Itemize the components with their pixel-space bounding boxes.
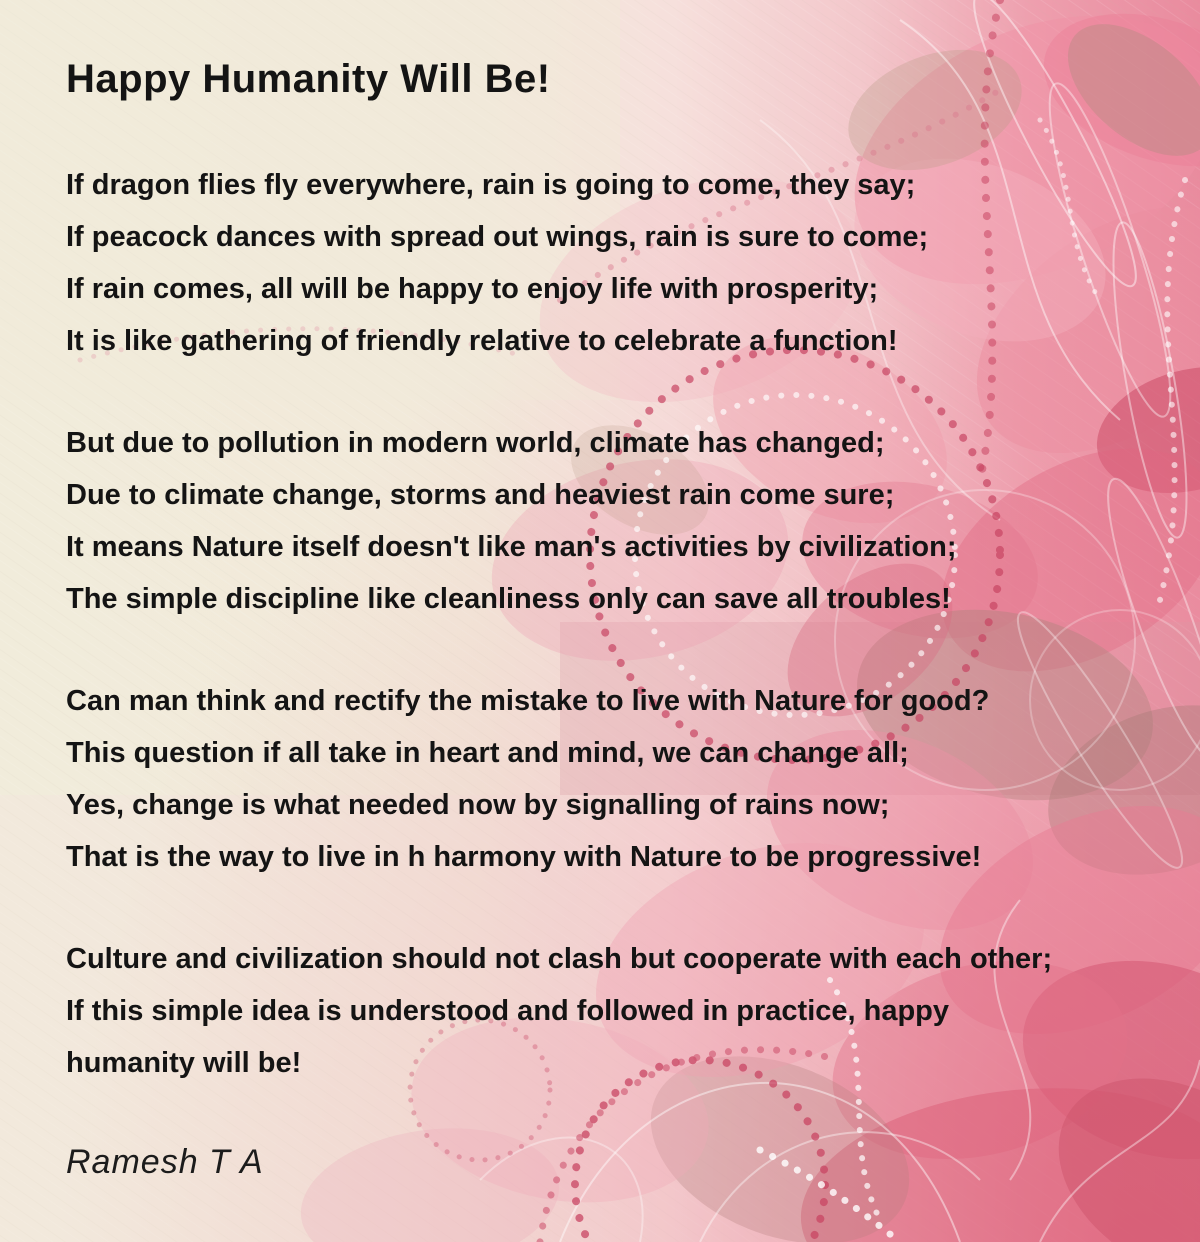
poem-line: If dragon flies fly everywhere, rain is going to come, they say; — [66, 169, 916, 201]
poem-line: That is the way to live in h harmony with Nature to be progressive! — [66, 841, 982, 873]
poem-line: The simple discipline like cleanliness only can save all troubles! — [66, 583, 951, 615]
poem-line: humanity will be! — [66, 1047, 302, 1079]
stanza-1 — [66, 159, 1176, 367]
poem-line: If rain comes, all will be happy to enjoy life with prosperity; — [66, 273, 879, 305]
poem-line: If this simple idea is understood and followed in practice, happy — [66, 995, 950, 1027]
poem-line: Culture and civilization should not clash but cooperate with each other; — [66, 943, 1053, 975]
poem-line: Can man think and rectify the mistake to live with Nature for good? — [66, 685, 990, 717]
stanza-3 — [66, 675, 1176, 883]
poem-line: If peacock dances with spread out wings, rain is sure to come; — [66, 221, 929, 253]
poem-line: It means Nature itself doesn't like man's activities by civilization; — [66, 531, 957, 563]
poem-line: Due to climate change, storms and heaviest rain come sure; — [66, 479, 895, 511]
stanza-2 — [66, 417, 1176, 625]
poem-author: Ramesh T A — [66, 1143, 264, 1181]
poem — [66, 57, 1176, 1183]
poem-title: Happy Humanity Will Be! — [66, 57, 551, 101]
poem-line: But due to pollution in modern world, climate has changed; — [66, 427, 885, 459]
poem-line: Yes, change is what needed now by signalling of rains now; — [66, 789, 890, 821]
poem-line: It is like gathering of friendly relative to celebrate a function! — [66, 325, 898, 357]
poem-line: This question if all take in heart and mind, we can change all; — [66, 737, 909, 769]
stanza-4 — [66, 933, 1176, 1089]
